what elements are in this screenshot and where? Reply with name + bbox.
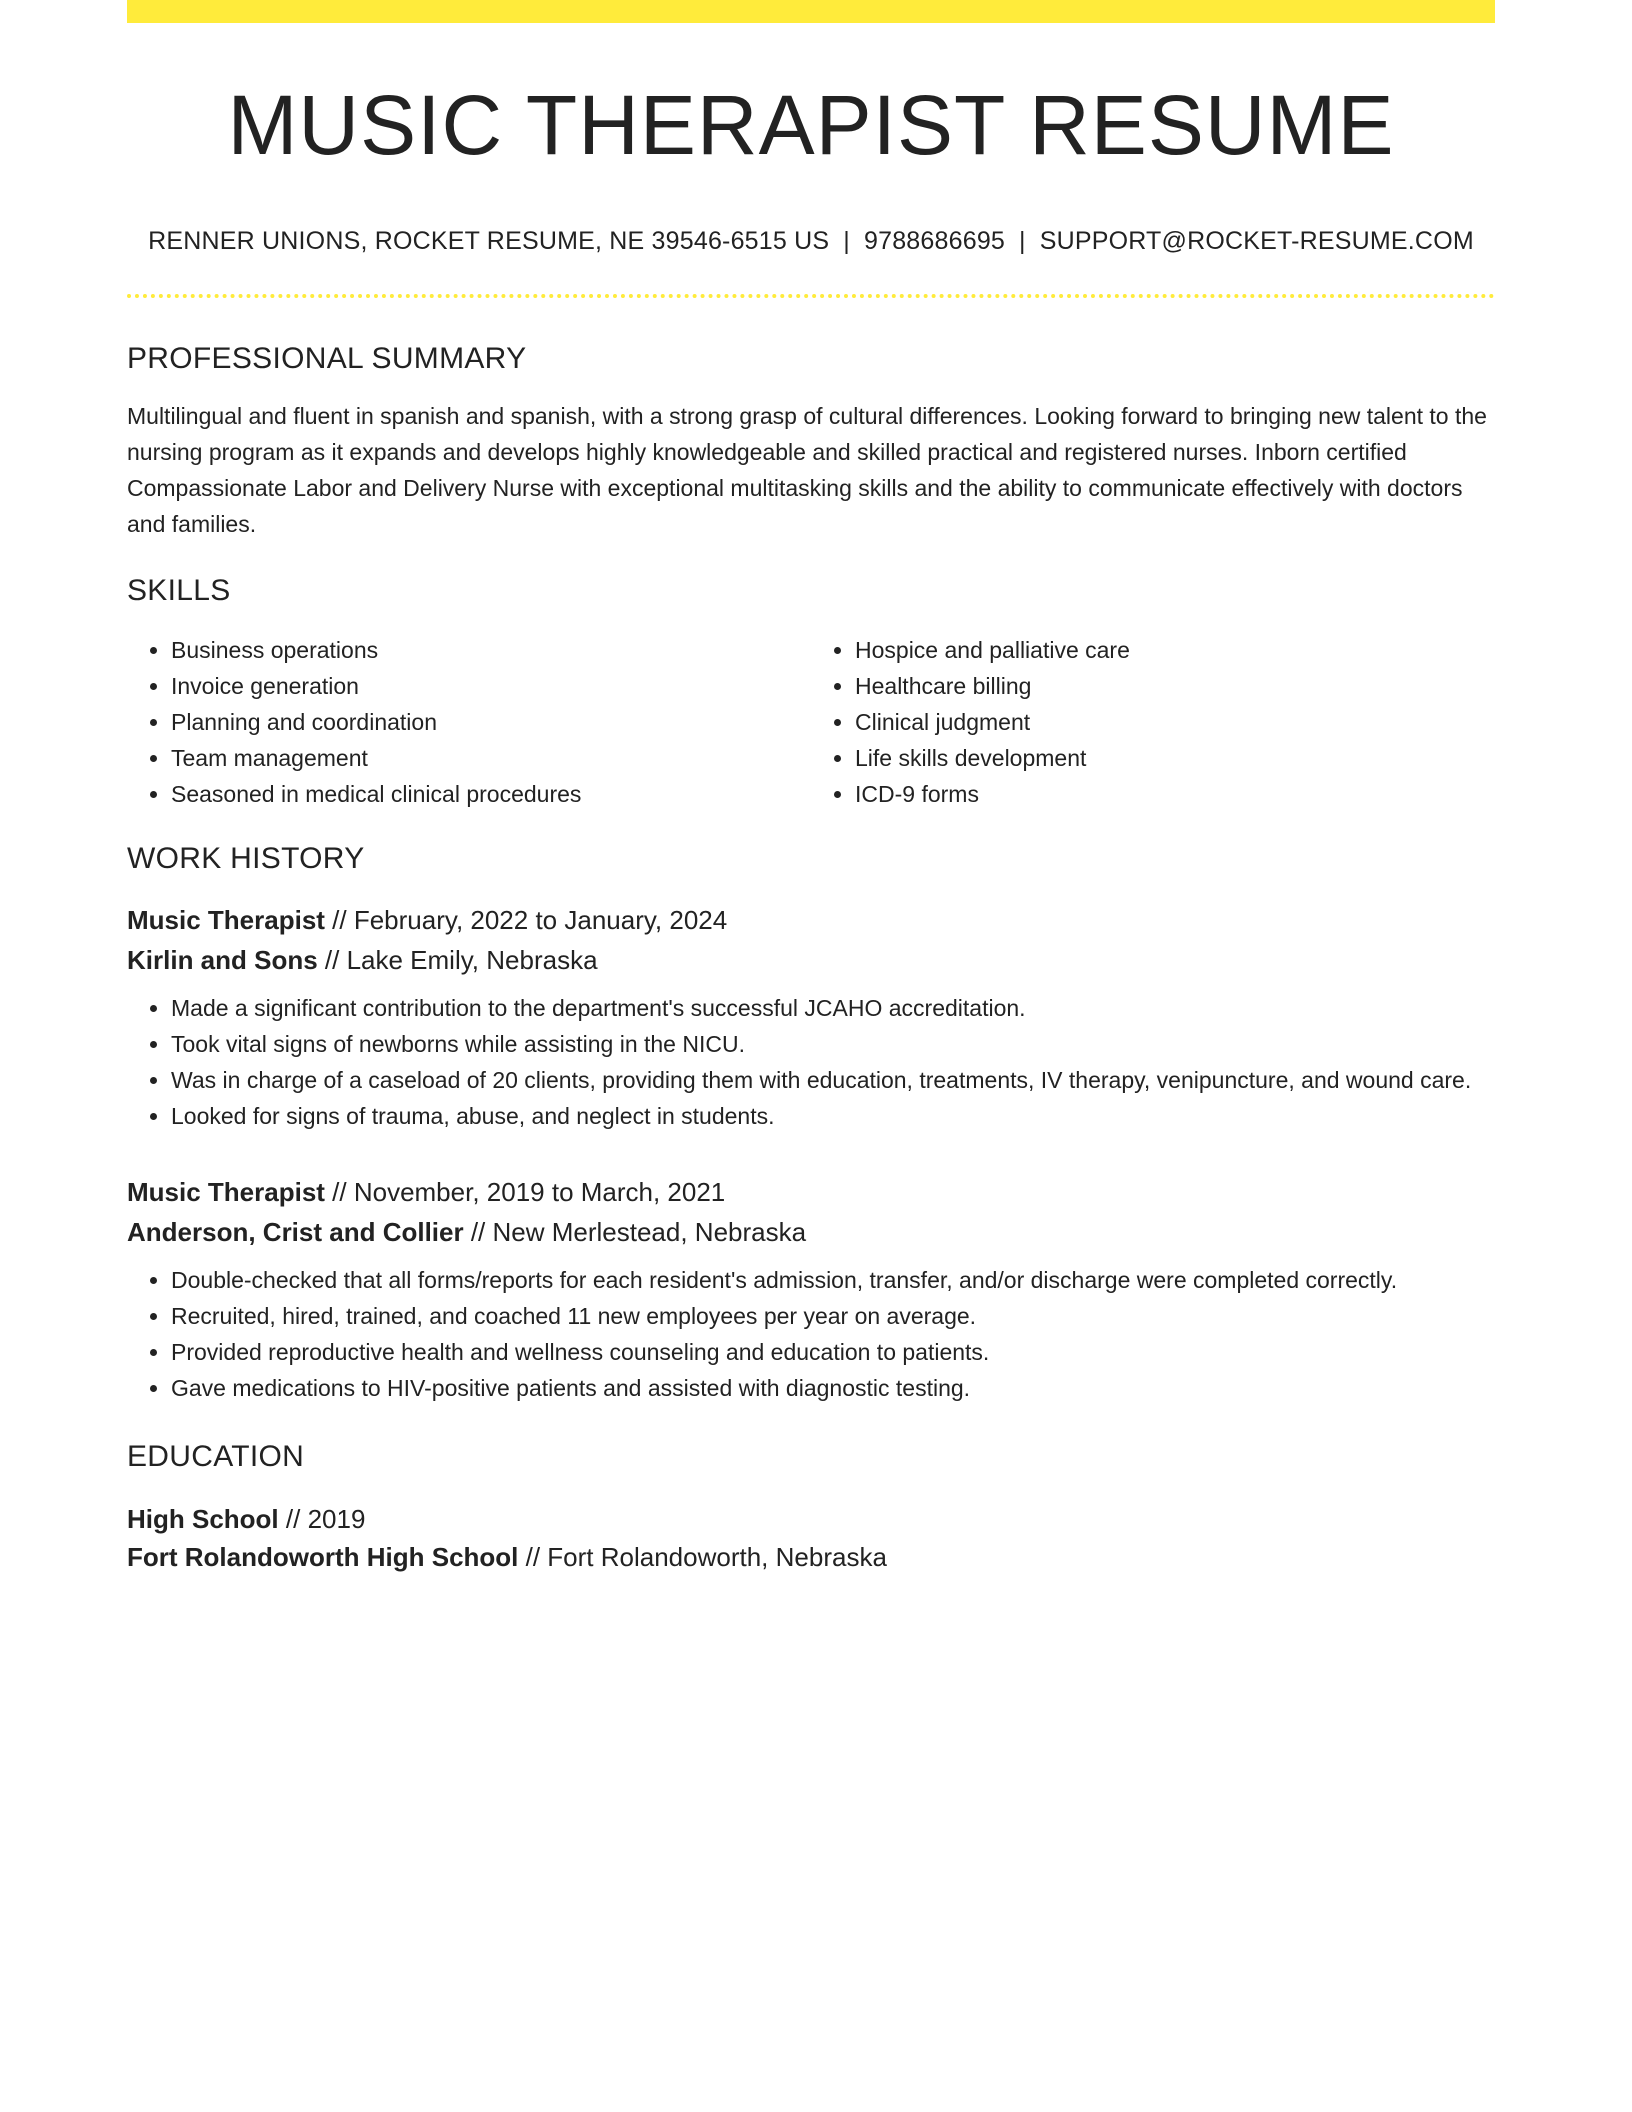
resume-title: MUSIC THERAPIST RESUME xyxy=(227,78,1395,172)
education-degree-line xyxy=(127,1500,1495,1538)
job-entry xyxy=(127,900,1495,1134)
job-role: Music Therapist xyxy=(127,905,325,936)
skills-list xyxy=(127,632,1495,812)
education-location: // Fort Rolandoworth, Nebraska xyxy=(518,1542,887,1573)
contact-email[interactable]: SUPPORT@ROCKET-RESUME.COM xyxy=(1039,227,1474,256)
education-school: Fort Rolandoworth High School xyxy=(127,1542,519,1573)
education-entry xyxy=(127,1500,1495,1576)
top-accent-bar xyxy=(127,0,1495,23)
summary-heading: PROFESSIONAL SUMMARY xyxy=(127,342,527,376)
skill-item: • ICD-9 forms xyxy=(855,776,1495,812)
job-bullet: • Gave medications to HIV-positive patients and assisted with diagnostic testing. xyxy=(171,1370,1495,1406)
contact-phone[interactable]: 9788686695 xyxy=(863,227,1006,256)
resume-page xyxy=(127,0,1495,1576)
skills-column-right xyxy=(811,632,1495,812)
job-location: // New Merlestead, Nebraska xyxy=(463,1217,807,1248)
contact-line xyxy=(127,227,1495,256)
skill-item: • Clinical judgment xyxy=(855,704,1495,740)
education-school-line xyxy=(127,1538,1495,1576)
job-bullets xyxy=(127,1262,1495,1406)
header-divider xyxy=(127,294,1495,298)
job-bullet: • Recruited, hired, trained, and coached 11 new employees per year on average. xyxy=(171,1298,1495,1334)
job-dates: // February, 2022 to January, 2024 xyxy=(324,905,728,936)
job-bullet: • Was in charge of a caseload of 20 clients, providing them with education, treatments, IV therapy, venipuncture, and wound care. xyxy=(171,1062,1495,1098)
skill-item: • Seasoned in medical clinical procedures xyxy=(171,776,811,812)
skills-heading: SKILLS xyxy=(127,574,231,608)
contact-address: RENNER UNIONS, ROCKET RESUME, NE 39546-6515 US xyxy=(148,227,830,256)
contact-separator: | xyxy=(843,227,850,256)
skill-item: • Team management xyxy=(171,740,811,776)
job-bullet: • Looked for signs of trauma, abuse, and neglect in students. xyxy=(171,1098,1495,1134)
job-title-line xyxy=(127,900,1495,940)
job-company: Kirlin and Sons xyxy=(127,945,318,976)
job-dates: // November, 2019 to March, 2021 xyxy=(324,1177,726,1208)
job-company: Anderson, Crist and Collier xyxy=(127,1217,464,1248)
education-degree: High School xyxy=(127,1504,279,1535)
job-bullets xyxy=(127,990,1495,1134)
job-location: // Lake Emily, Nebraska xyxy=(317,945,598,976)
skill-item: • Invoice generation xyxy=(171,668,811,704)
skills-column-left xyxy=(127,632,811,812)
job-company-line xyxy=(127,1212,1495,1252)
education-year: // 2019 xyxy=(278,1504,366,1535)
job-bullet: • Made a significant contribution to the department's successful JCAHO accreditation. xyxy=(171,990,1495,1026)
summary-text: Multilingual and fluent in spanish and spanish, with a strong grasp of cultural differences. Looking forward to bringing new talent to the nursing program as it expands and develops highly knowledgeable and skilled practical and registered nurses. Inborn certified Compassionate Labor and Delivery Nurse with exceptional multitasking skills and the ability to communicate effectively with doctors and families. xyxy=(127,403,1487,538)
job-role: Music Therapist xyxy=(127,1177,325,1208)
job-bullet: • Provided reproductive health and wellness counseling and education to patients. xyxy=(171,1334,1495,1370)
skill-item: • Healthcare billing xyxy=(855,668,1495,704)
skill-item: • Hospice and palliative care xyxy=(855,632,1495,668)
skill-item: • Life skills development xyxy=(855,740,1495,776)
work-history-heading: WORK HISTORY xyxy=(127,842,365,876)
job-entry xyxy=(127,1172,1495,1406)
contact-separator: | xyxy=(1019,227,1026,256)
job-bullet: • Double-checked that all forms/reports for each resident's admission, transfer, and/or discharge were completed correctly. xyxy=(171,1262,1495,1298)
job-bullet: • Took vital signs of newborns while assisting in the NICU. xyxy=(171,1026,1495,1062)
education-heading: EDUCATION xyxy=(127,1440,305,1474)
job-title-line xyxy=(127,1172,1495,1212)
job-company-line xyxy=(127,940,1495,980)
skill-item: • Business operations xyxy=(171,632,811,668)
skill-item: • Planning and coordination xyxy=(171,704,811,740)
